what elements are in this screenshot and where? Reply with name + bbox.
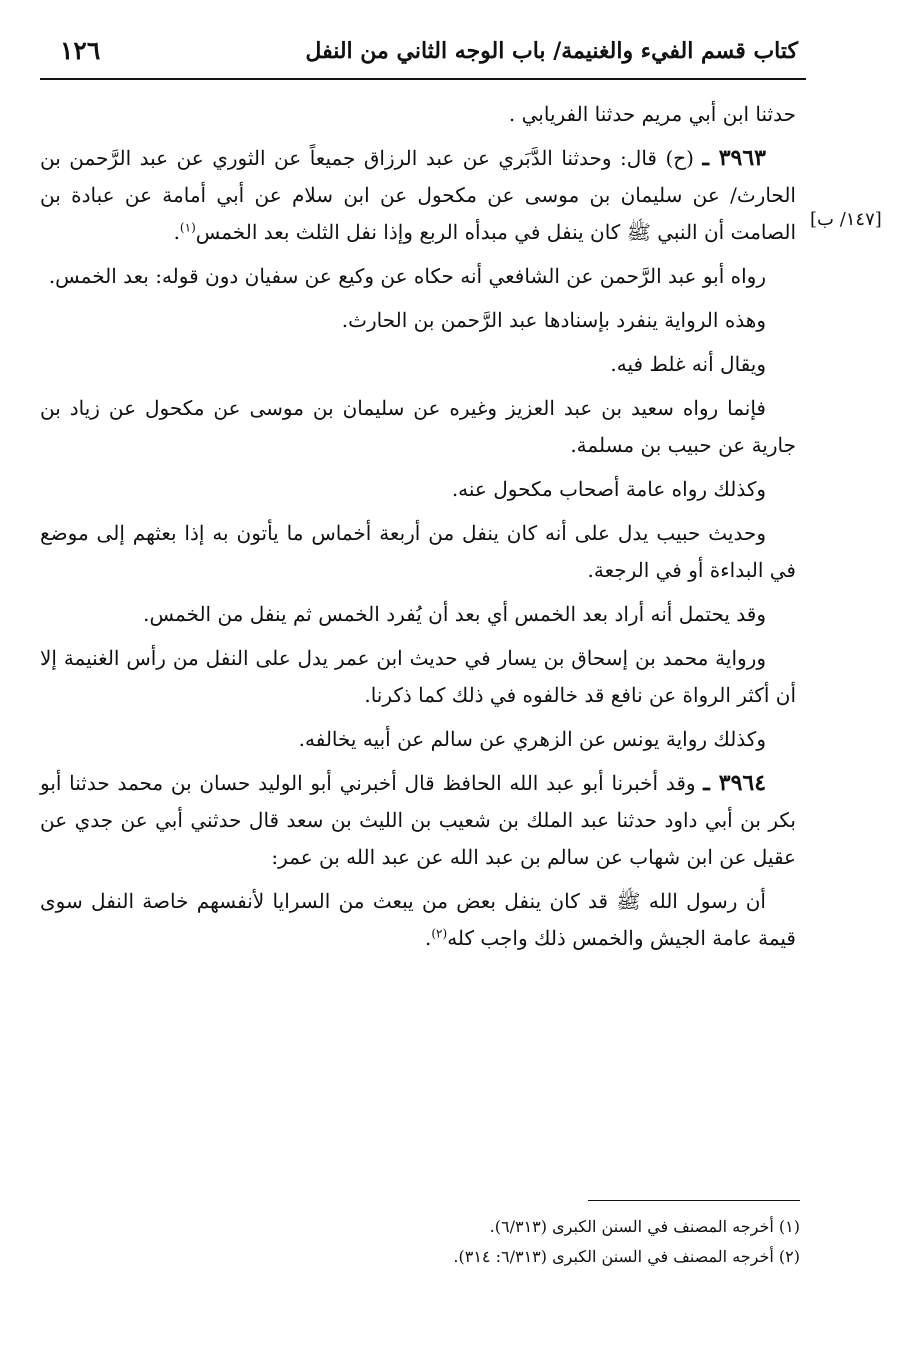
footnotes (380, 1212, 800, 1272)
paragraph-text: (ح) قال: وحدثنا الدَّبَري عن عبد الرزاق جميعاً عن الثوري عن عبد الرَّحمن بن الحارث/ عن سليمان بن موسى عن مكحول عن ابن سلام عن أبي أمامة عن عبادة بن الصامت أن النبي ﷺ كان ينفل في مبدأه الربع وإذا نفل الثلث بعد الخمس (40, 146, 796, 244)
paragraph (40, 96, 796, 133)
paragraph-text: وقد أخبرنا أبو عبد الله الحافظ قال أخبرني أبو الوليد حسان بن محمد حدثنا أبو بكر بن أبي داود حدثنا عبد الملك بن شعيب بن الليث بن سعد قال حدثني أبي عن جدي عن عقيل عن ابن شهاب عن سالم بن عبد الله عن عبد الله بن عمر: (40, 771, 796, 869)
paragraph-text: فإنما رواه سعيد بن عبد العزيز وغيره عن سليمان بن موسى عن مكحول عن زياد بن جارية عن حبيب بن مسلمة. (40, 396, 796, 457)
paragraph (40, 596, 796, 633)
footnote-reference: (٢) (431, 926, 448, 941)
margin-note: [١٤٧/ ب] (810, 209, 882, 230)
paragraph (40, 302, 796, 339)
footnote-2: (٢) أخرجه المصنف في السنن الكبرى (٦/٣١٣: ٣١٤). (453, 1247, 800, 1266)
paragraph-text: وهذه الرواية ينفرد بإسنادها عبد الرَّحمن بن الحارث. (341, 308, 766, 332)
header-divider (40, 78, 806, 80)
paragraph (40, 346, 796, 383)
paragraph-text: وقد يحتمل أنه أراد بعد الخمس أي بعد أن يُفرد الخمس ثم ينفل من الخمس. (143, 602, 766, 626)
hadith-number: ٣٩٦٣ ـ (702, 145, 766, 171)
footnote-reference: (١) (179, 220, 196, 235)
paragraph-text: وكذلك رواه عامة أصحاب مكحول عنه. (451, 477, 766, 501)
paragraph-text: أن رسول الله ﷺ قد كان ينفل بعض من يبعث من السرايا لأنفسهم خاصة النفل سوى قيمة عامة الجيش والخمس ذلك واجب كله (40, 889, 796, 950)
paragraph (40, 883, 796, 957)
page-header (40, 36, 806, 80)
paragraph-tail: . (173, 220, 180, 244)
footnote-1: (١) أخرجه المصنف في السنن الكبرى (٦/٣١٣). (489, 1217, 800, 1236)
hadith-number: ٣٩٦٤ ـ (703, 770, 767, 796)
paragraph-text: وكذلك رواية يونس عن الزهري عن سالم عن أبيه يخالفه. (298, 727, 766, 751)
paragraph (40, 515, 796, 589)
paragraph-text: رواه أبو عبد الرَّحمن عن الشافعي أنه حكاه عن وكيع عن سفيان دون قوله: بعد الخمس. (48, 264, 766, 288)
paragraph (40, 390, 796, 464)
paragraph-text: ورواية محمد بن إسحاق بن يسار في حديث ابن عمر يدل على النفل من رأس الغنيمة إلا أن أكثر الرواة عن نافع قد خالفوه في ذلك كما ذكرنا. (40, 646, 796, 707)
body-text (40, 96, 796, 964)
paragraph (40, 721, 796, 758)
paragraph-tail: . (425, 926, 432, 950)
paragraph (40, 258, 796, 295)
paragraph-text: ويقال أنه غلط فيه. (610, 352, 766, 376)
paragraph (40, 765, 796, 876)
paragraph-text: حدثنا ابن أبي مريم حدثنا الفريابي . (508, 102, 796, 126)
paragraph (40, 471, 796, 508)
footnote-divider (588, 1200, 800, 1201)
running-title: كتاب قسم الفيء والغنيمة/ باب الوجه الثاني من النفل (305, 38, 798, 64)
page-number: ١٢٦ (60, 36, 101, 65)
paragraph (40, 140, 796, 251)
paragraph-text: وحديث حبيب يدل على أنه كان ينفل من أربعة أخماس ما يأتون به إذا بعثهم إلى موضع في البداءة أو في الرجعة. (40, 521, 796, 582)
paragraph (40, 640, 796, 714)
